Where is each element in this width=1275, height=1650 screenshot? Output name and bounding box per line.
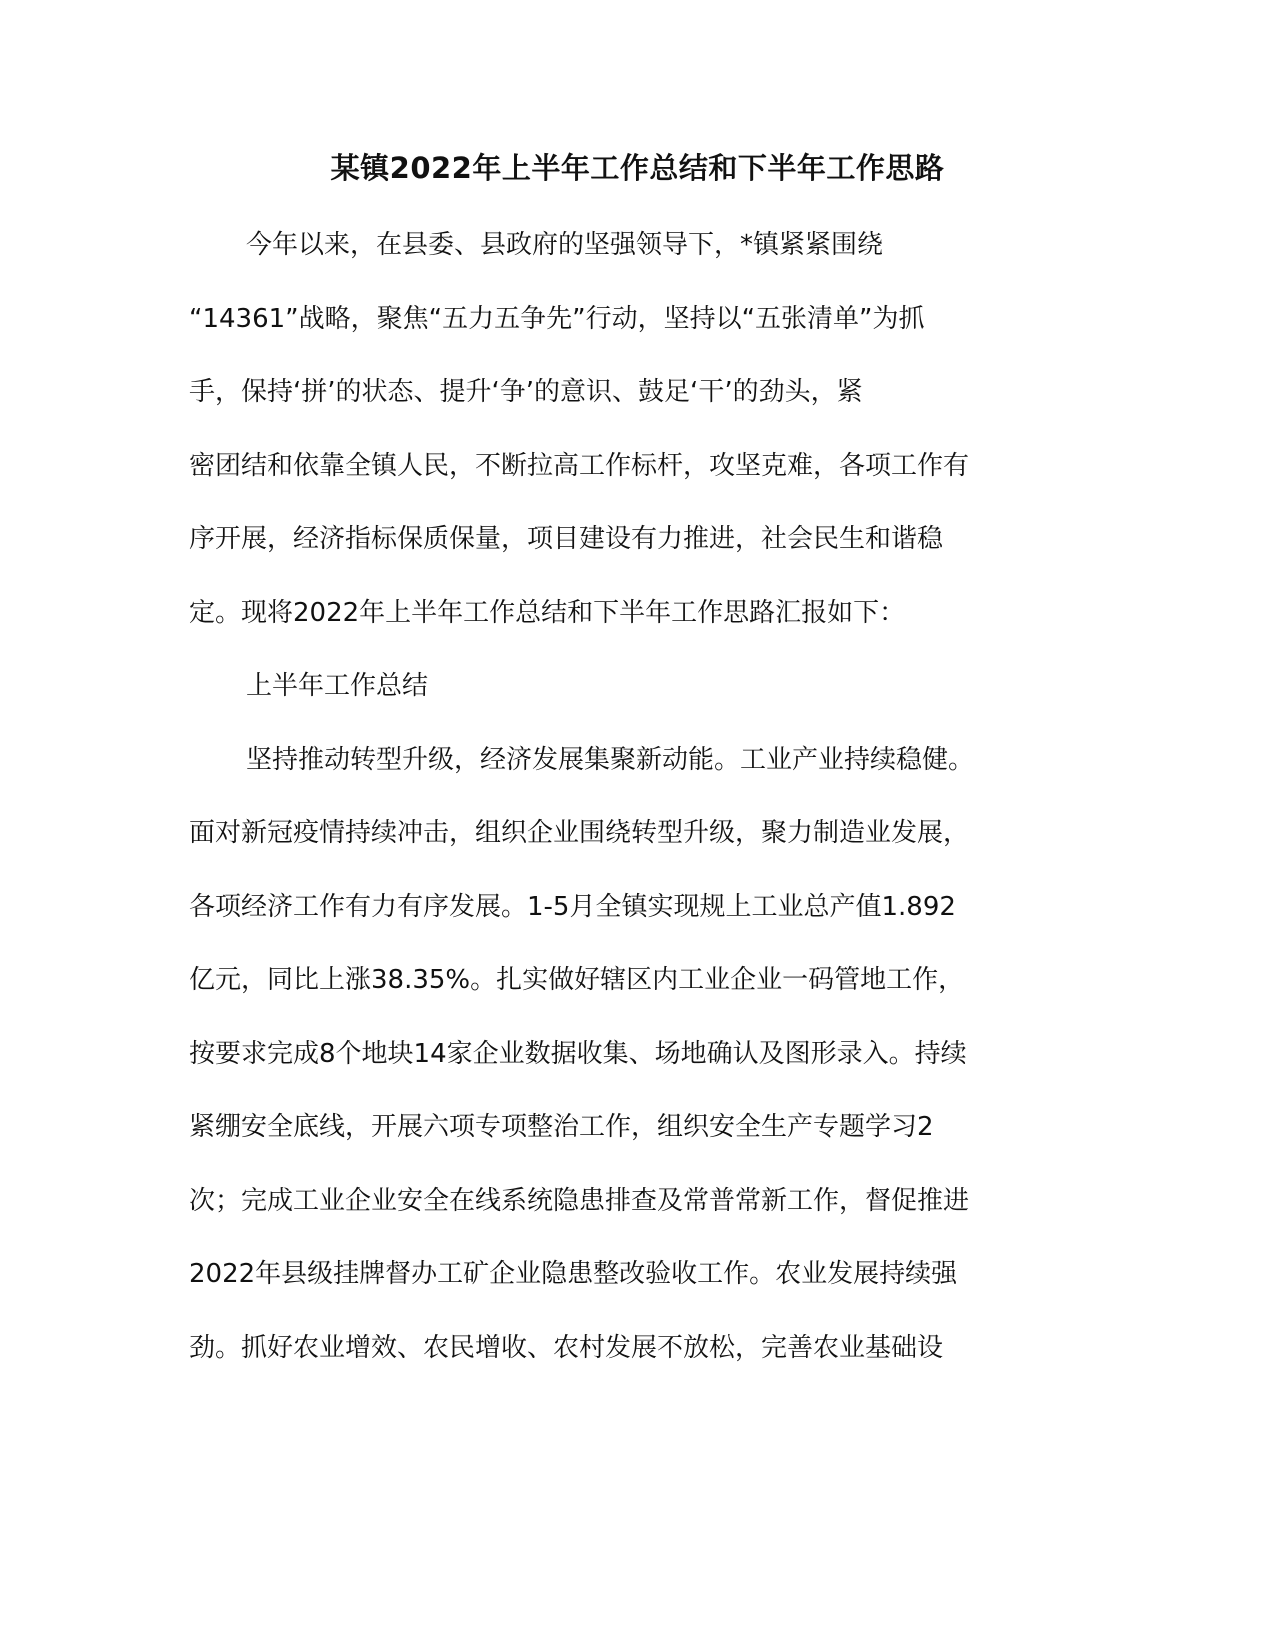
paragraph-line: 序开展，经济指标保质保量，项目建设有力推进，社会民生和谐稳 xyxy=(189,524,944,554)
document-title: 某镇2022年上半年工作总结和下半年工作思路 xyxy=(330,151,945,185)
paragraph-line: 今年以来，在县委、县政府的坚强领导下，*镇紧紧围绕 xyxy=(246,230,884,260)
paragraph-line: 按要求完成8个地块14家企业数据收集、场地确认及图形录入。持续 xyxy=(189,1039,967,1069)
paragraph-line: 亿元，同比上涨38.35%。扎实做好辖区内工业企业一码管地工作， xyxy=(189,965,965,995)
paragraph-line: 2022年县级挂牌督办工矿企业隐患整改验收工作。农业发展持续强 xyxy=(189,1259,958,1289)
paragraph-line: 手，保持‘拼’的状态、提升‘争’的意识、鼓足‘干’的劲头，紧 xyxy=(189,377,863,407)
paragraph-line: 定。现将2022年上半年工作总结和下半年工作思路汇报如下： xyxy=(189,598,906,628)
paragraph-line: 劲。抓好农业增效、农民增收、农村发展不放松，完善农业基础设 xyxy=(189,1333,944,1363)
section-heading: 上半年工作总结 xyxy=(246,671,429,701)
paragraph-line: 紧绷安全底线，开展六项专项整治工作，组织安全生产专题学习2 xyxy=(189,1112,934,1142)
paragraph-line: 各项经济工作有力有序发展。1-5月全镇实现规上工业总产值1.892 xyxy=(189,892,956,922)
paragraph-line: 密团结和依靠全镇人民，不断拉高工作标杆，攻坚克难，各项工作有 xyxy=(189,451,970,481)
paragraph-line: “14361”战略，聚焦“五力五争先”行动，坚持以“五张清单”为抓 xyxy=(189,304,925,334)
paragraph-line: 面对新冠疫情持续冲击，组织企业围绕转型升级，聚力制造业发展， xyxy=(189,818,970,848)
paragraph-line: 坚持推动转型升级，经济发展集聚新动能。工业产业持续稳健。 xyxy=(246,745,975,775)
paragraph-line: 次；完成工业企业安全在线系统隐患排查及常普常新工作，督促推进 xyxy=(189,1186,970,1216)
